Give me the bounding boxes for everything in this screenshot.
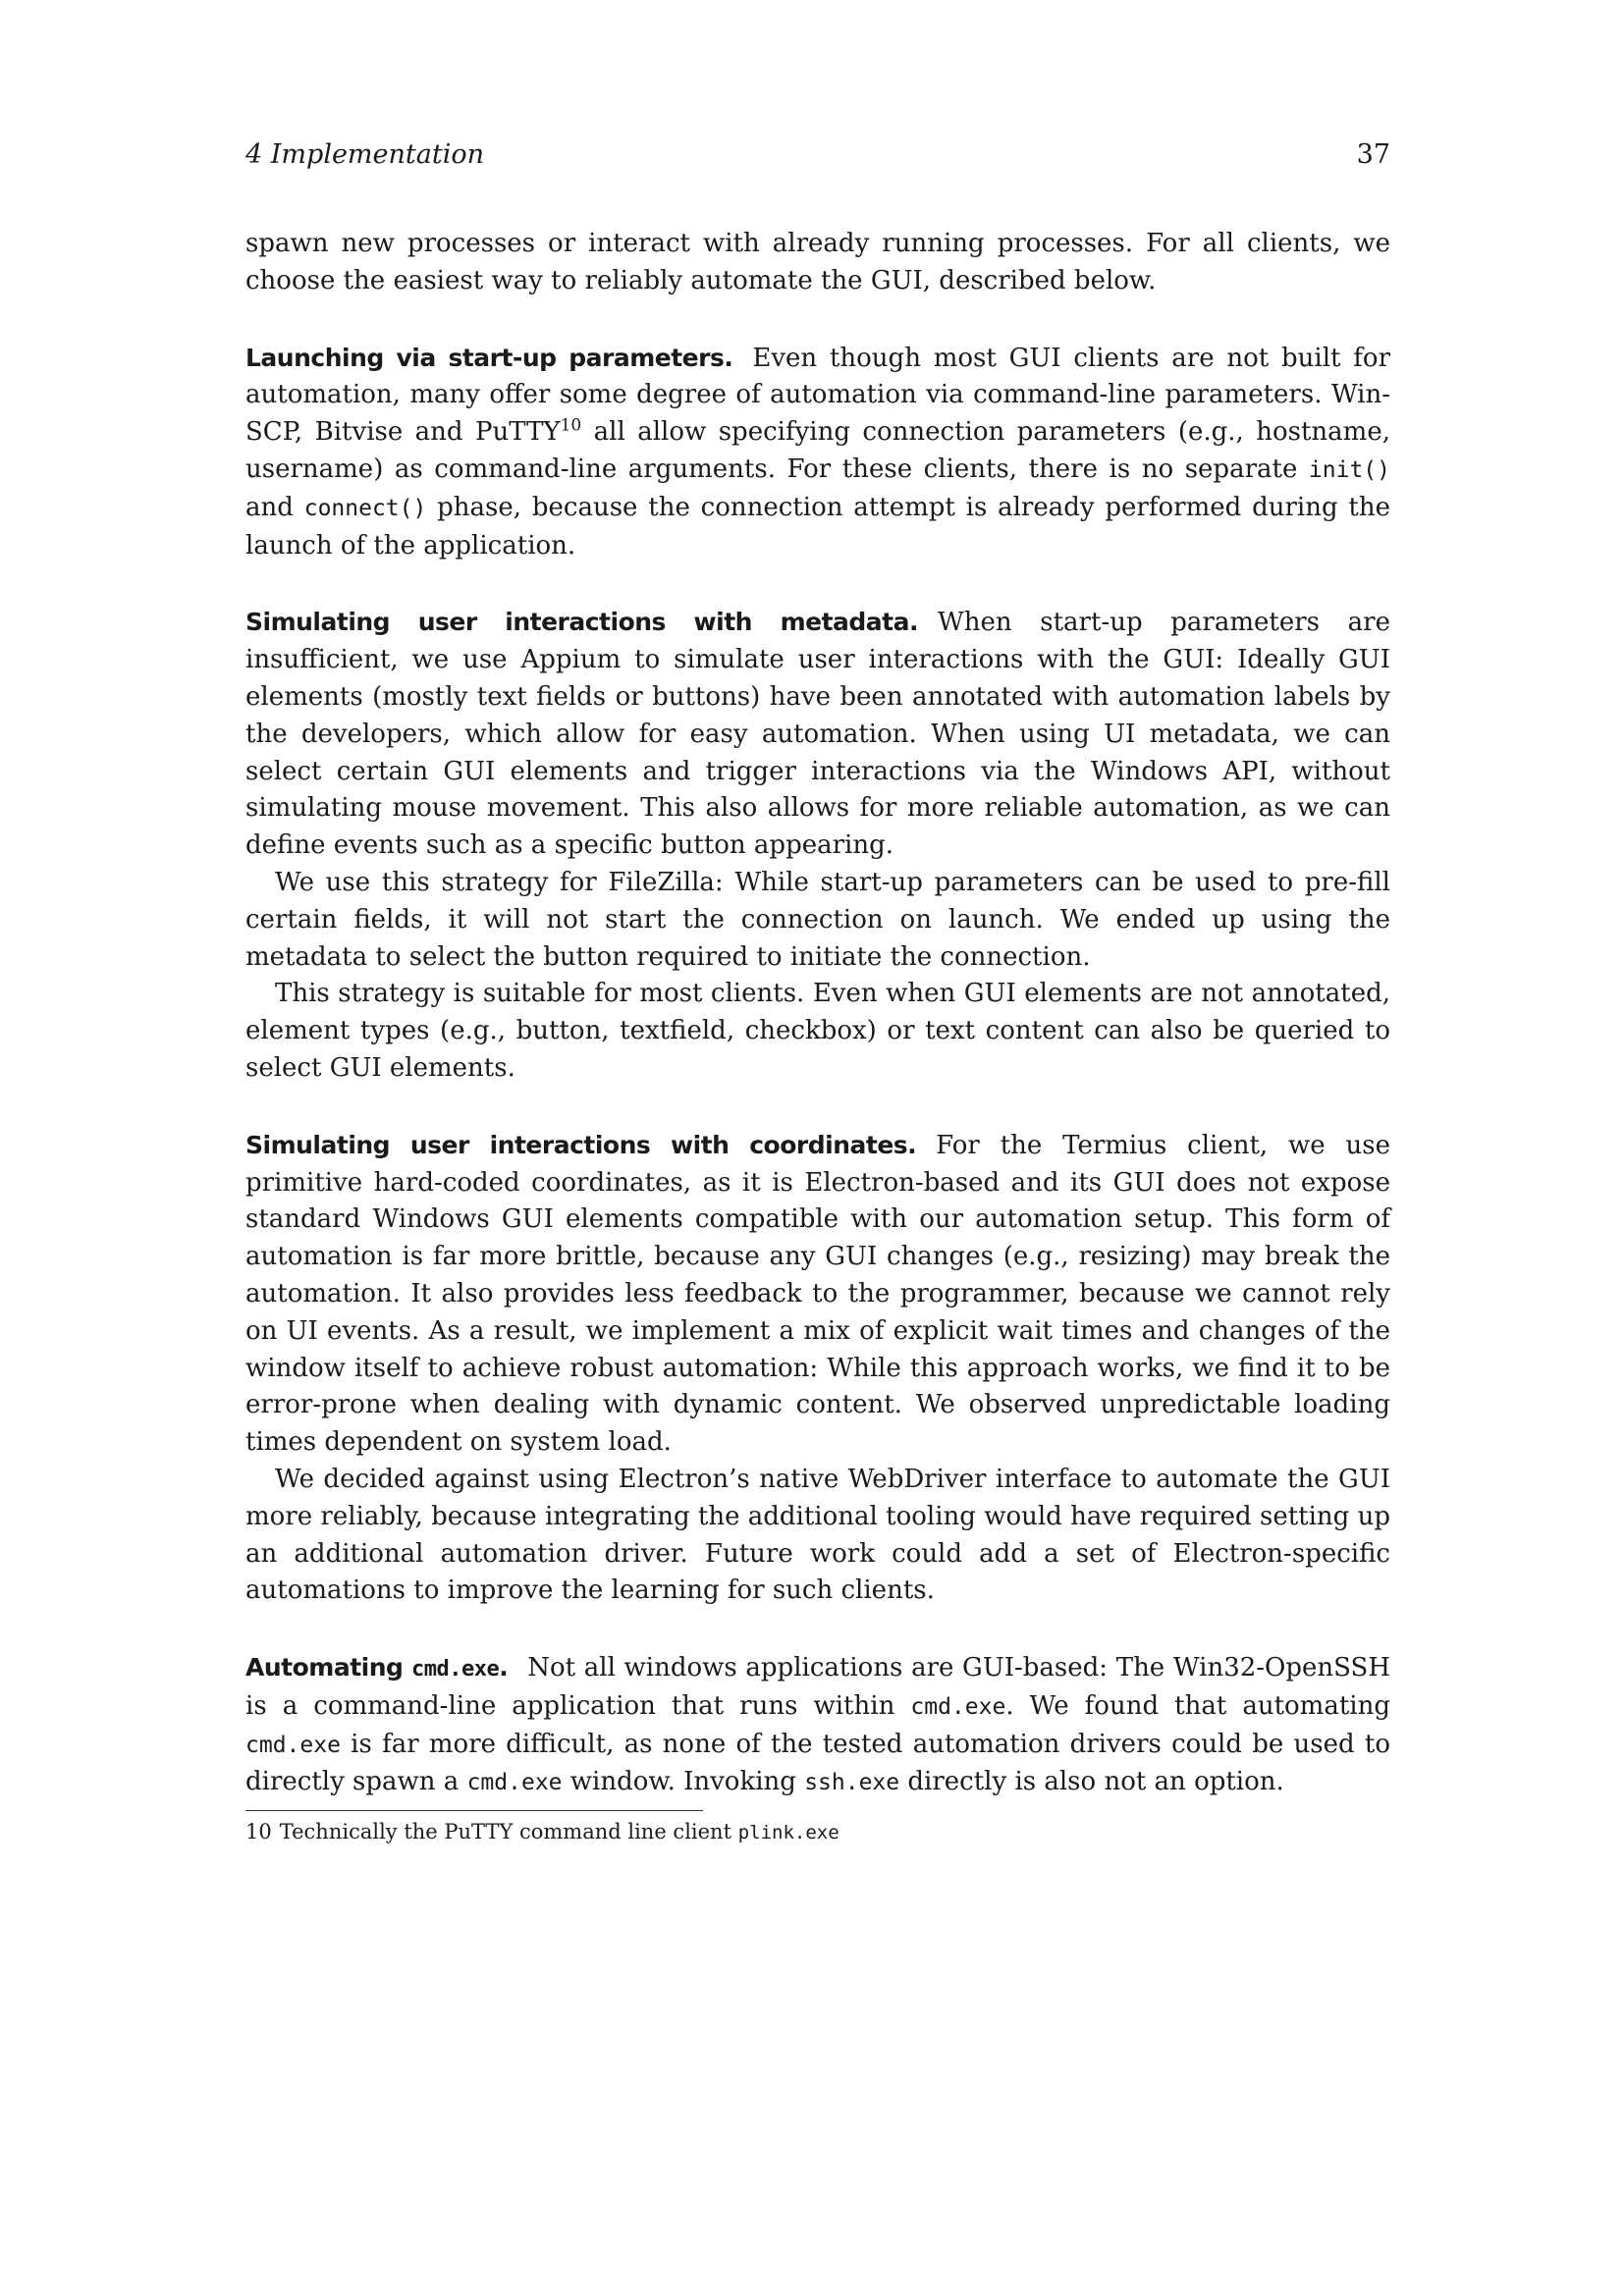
heading-cmd-code: cmd.exe [411,1657,500,1682]
coordinates-text-1: For the Termius client, we use primitive hard-coded coordinates, as it is Electron-based and its GUI does not expose standard Windows GUI elements compatible with our automation setup. This form of automation is far more brittle, because any GUI changes (e.g., resizing) may break the automation. It also provides less feedback to the programmer, because we cannot rely on UI events. As a result, we implement a mix of explicit wait times and changes of the window itself to achieve robust automation: While this approach works, we find it to be error-prone when dealing with dynamic content. We observed unpredictable loading times dependent on system load. [245,1130,1390,1458]
footnote [245,1817,1390,1847]
code-cmd-2: cmd.exe [245,1732,341,1758]
section-heading-metadata: Simulating user interactions with metadata. [245,608,918,637]
section-startup-parameters [245,340,1390,565]
chapter-title: 4 Implementation [245,139,484,170]
footnote-reference: 10 [560,415,582,436]
cmd-text-3: is far more difficult, as none of the tested automation drivers could be used to directly spawn a [245,1729,1390,1797]
startup-paragraph [245,340,1390,565]
footnote-code: plink.exe [737,1822,839,1844]
coordinates-paragraph-2: We decided against using Electron’s native WebDriver interface to automate the GUI more reliably, because integrating the additional tooling would have required setting up an additional automation driver. Future work could add a set of Electron-specific automations to improve the learning for such clients. [245,1464,1390,1606]
cmd-paragraph [245,1649,1390,1802]
code-init: init() [1308,456,1390,483]
metadata-paragraph-3: This strategy is suitable for most clients. Even when GUI elements are not annotated, element types (e.g., button, textfield, checkbox) or text content can also be queried to select GUI elements. [245,979,1390,1083]
code-cmd-1: cmd.exe [910,1693,1006,1720]
heading-cmd-word: Automating [245,1653,404,1682]
footnote-rule [245,1810,703,1811]
startup-text-3: and [245,492,304,522]
cmd-text-1: Not all windows applications are GUI-based: The Win32-OpenSSH is a command-line application that runs within [245,1653,1390,1721]
page [245,133,1390,1847]
code-ssh: ssh.exe [804,1770,900,1796]
section-heading-startup: Launching via start-up parameters. [245,343,733,372]
intro-paragraph: spawn new processes or interact with already running processes. For all clients, we choose the easiest way to reliably automate the GUI, described below. [245,229,1390,295]
running-head [245,133,1390,177]
footnote-text: Technically the PuTTY command line client [279,1820,738,1844]
metadata-paragraph-1 [245,604,1390,865]
section-heading-coordinates: Simulating user interactions with coordinates. [245,1130,917,1159]
footnote-number: 10 [245,1820,272,1844]
heading-cmd-period: . [499,1653,509,1682]
startup-text-2: all allow specifying connection parameters (e.g., hostname, username) as command-line arguments. For these clients, there is no separate [245,417,1390,484]
code-cmd-3: cmd.exe [466,1770,563,1796]
code-connect: connect() [303,495,427,521]
cmd-text-5: directly is also not an option. [899,1767,1284,1797]
startup-text-1: Even though most GUI clients are not built for automation, many offer some degree of automation via command-line parameters. WinSCP, Bitvise and PuTTY [245,343,1390,448]
section-heading-cmd [245,1653,508,1682]
startup-text-4: phase, because the connection attempt is already performed during the launch of the application. [245,492,1390,561]
coordinates-paragraph-1 [245,1127,1390,1462]
metadata-text-1: When start-up parameters are insufficient, we use Appium to simulate user interactions with the GUI: Ideally GUI elements (mostly text fields or buttons) have been annotated with automation labels by the developers, which allow for easy automation. When using UI metadata, we can select certain GUI elements and trigger interactions via the Windows API, without simulating mouse movement. This also allows for more reliable automation, as we can define events such as a specific button appearing. [245,608,1390,861]
page-number: 37 [1356,139,1390,170]
section-cmd [245,1649,1390,1802]
cmd-text-2: . We found that automating [1005,1690,1390,1721]
section-coordinates [245,1127,1390,1610]
metadata-paragraph-2: We use this strategy for FileZilla: While start-up parameters can be used to pre-fill certain fields, it will not start the connection on launch. We ended up using the metadata to select the button required to initiate the connection. [245,867,1390,972]
cmd-text-4: window. Invoking [562,1767,805,1797]
section-metadata [245,604,1390,1087]
